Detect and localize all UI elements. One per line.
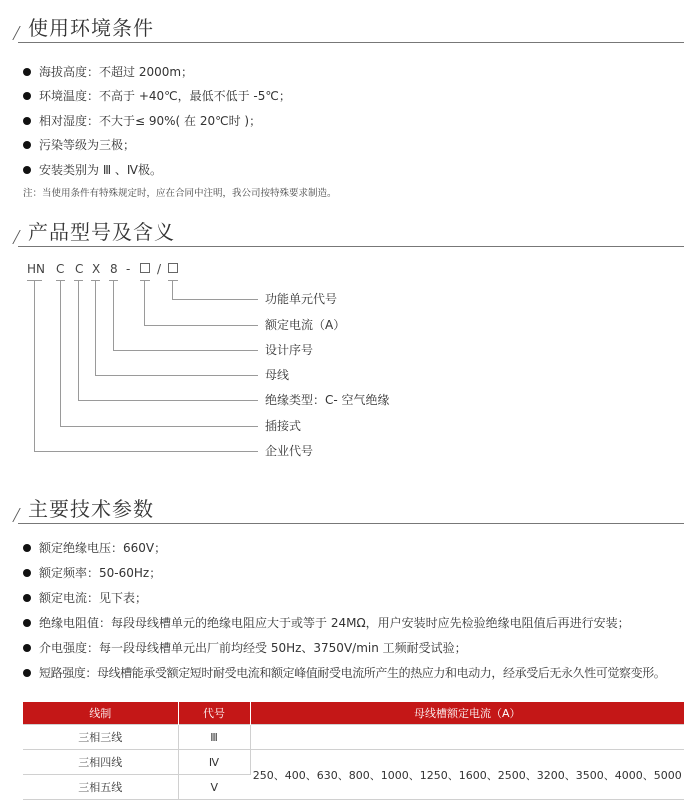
section-divider (18, 246, 684, 247)
code-box-function (168, 263, 178, 273)
bullet-icon (23, 644, 31, 652)
table-row (23, 725, 684, 750)
list-item: 额定电流：见下表； (23, 590, 147, 606)
bullet-icon (23, 569, 31, 577)
bullet-icon (23, 619, 31, 627)
code-char-x: X (92, 262, 101, 276)
label-design-number: 设计序号 (265, 343, 314, 357)
list-item: 环境温度：不高于 +40℃，最低不低于 -5℃； (23, 88, 291, 104)
connector-line (60, 426, 258, 427)
cell-code: Ⅴ (178, 775, 250, 800)
bullet-icon (23, 166, 31, 174)
connector-line (95, 375, 258, 376)
heading-slash (12, 508, 20, 522)
label-busbar: 母线 (265, 368, 290, 382)
connector-line (78, 280, 79, 400)
code-char-slash: / (157, 262, 162, 276)
code-char-dash: - (126, 262, 131, 276)
label-rated-current: 额定电流（A） (265, 318, 346, 332)
note-text: 注：当使用条件有特殊规定时，应在合同中注明，我公司按特殊要求制造。 (23, 188, 337, 199)
section-divider (18, 523, 684, 524)
section-title-model: 产品型号及含义 (28, 220, 175, 244)
list-item: 额定频率：50-60Hz； (23, 565, 161, 581)
label-plug-in: 插接式 (265, 419, 302, 433)
connector-line (144, 280, 145, 325)
heading-slash (12, 26, 20, 40)
section-title-environment: 使用环境条件 (28, 16, 154, 40)
cell-empty (250, 725, 684, 750)
list-item: 污染等级为三极； (23, 137, 135, 153)
bullet-icon (23, 669, 31, 677)
list-item: 额定绝缘电压：660V； (23, 540, 166, 556)
code-box-current (140, 263, 150, 273)
table-row (23, 750, 684, 775)
list-item: 安装类别为 Ⅲ 、Ⅳ极。 (23, 162, 162, 178)
cell-system: 三相三线 (23, 725, 178, 750)
list-item: 相对湿度：不大于≤ 90%( 在 20℃时 )； (23, 113, 261, 129)
label-company-code: 企业代号 (265, 444, 314, 458)
header-code: 代号 (178, 702, 250, 725)
label-insulation-type: 绝缘类型：C- 空气绝缘 (265, 393, 390, 407)
list-item: 绝缘电阻值：每段母线槽单元的绝缘电阻应大于或等于 24MΩ，用户安装时应先检验绝缘电阻值后再进行安装； (23, 615, 630, 631)
rated-current-table (23, 702, 684, 800)
heading-slash (12, 230, 20, 244)
bullet-icon (23, 141, 31, 149)
section-title-tech-params: 主要技术参数 (28, 497, 154, 521)
list-item: 短路强度：母线槽能承受额定短时耐受电流和额定峰值耐受电流所产生的热应力和电动力，经承受后无永久性可觉察变形。 (23, 665, 665, 681)
bullet-icon (23, 68, 31, 76)
header-system: 线制 (23, 702, 178, 725)
connector-line (172, 280, 173, 299)
bullet-icon (23, 117, 31, 125)
bullet-icon (23, 92, 31, 100)
cell-currents: 250、400、630、800、1000、1250、1600、2500、3200、3500、4000、5000 (250, 750, 684, 800)
header-current: 母线槽额定电流（A） (250, 702, 684, 725)
connector-line (78, 400, 258, 401)
connector-line (60, 280, 61, 426)
code-char-c2: C (75, 262, 84, 276)
cell-code: Ⅲ (178, 725, 250, 750)
bullet-icon (23, 594, 31, 602)
bullet-icon (23, 544, 31, 552)
cell-system: 三相五线 (23, 775, 178, 800)
code-char-hn: HN (27, 262, 45, 276)
code-underline (168, 280, 178, 281)
connector-line (144, 325, 258, 326)
code-underline (140, 280, 150, 281)
connector-line (113, 280, 114, 350)
table-header-row (23, 702, 684, 725)
code-char-8: 8 (110, 262, 118, 276)
cell-system: 三相四线 (23, 750, 178, 775)
list-item: 海拔高度：不超过 2000m； (23, 64, 193, 80)
label-function-unit: 功能单元代号 (265, 292, 338, 306)
connector-line (113, 350, 258, 351)
connector-line (34, 280, 35, 451)
connector-line (172, 299, 258, 300)
connector-line (95, 280, 96, 375)
section-divider (18, 42, 684, 43)
list-item: 介电强度：每一段母线槽单元出厂前均经受 50Hz、3750V/min 工频耐受试验； (23, 640, 467, 656)
code-char-c1: C (56, 262, 65, 276)
cell-code: Ⅳ (178, 750, 250, 775)
connector-line (34, 451, 258, 452)
